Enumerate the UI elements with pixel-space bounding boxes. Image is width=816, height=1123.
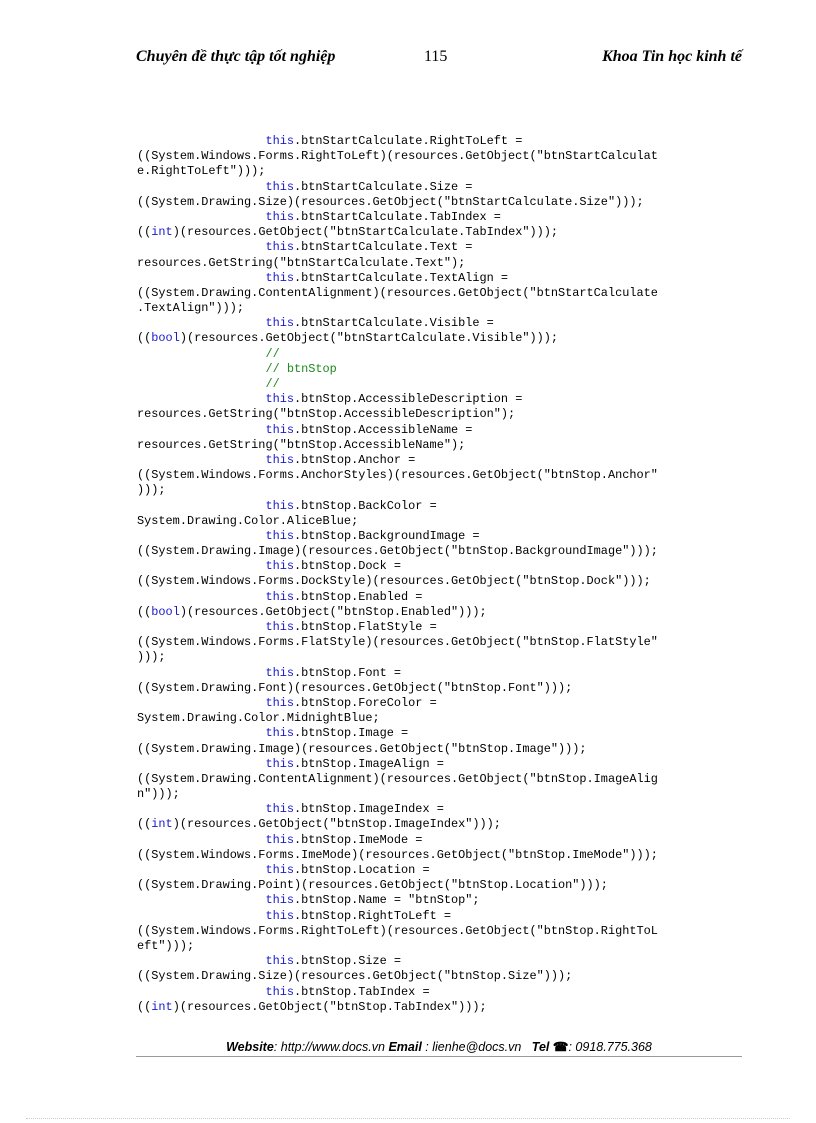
page-header (136, 48, 742, 72)
code-text: (( (137, 331, 152, 346)
code-line (137, 711, 743, 726)
code-line (137, 787, 743, 802)
code-keyword: this (265, 620, 294, 634)
code-line (137, 924, 743, 939)
code-line (137, 316, 743, 331)
code-line (137, 893, 743, 908)
page-footer (136, 1039, 742, 1054)
code-comment: // (265, 377, 280, 391)
code-keyword: this (265, 984, 294, 999)
code-line (137, 483, 743, 498)
code-text: ((System.Drawing.Font)(resources.GetObject("btnStop.Font"))); (137, 680, 573, 695)
code-keyword: this (265, 695, 294, 710)
code-text: System.Drawing.Color.AliceBlue; (137, 513, 359, 528)
code-text (137, 757, 265, 771)
code-line (137, 149, 743, 164)
code-line (137, 848, 743, 863)
code-keyword: this (265, 316, 294, 331)
code-text: ((System.Drawing.ContentAlignment)(resources.GetObject("btnStartCalculate (137, 285, 658, 300)
code-line (137, 271, 743, 286)
code-line (137, 210, 743, 225)
code-line (137, 559, 743, 574)
code-line (137, 1000, 743, 1015)
code-text: e.RightToLeft"))); (137, 164, 266, 179)
code-text (137, 985, 265, 999)
code-line (137, 407, 743, 422)
code-text: ((System.Windows.Forms.RightToLeft)(resources.GetObject("btnStartCalculat (137, 149, 658, 164)
code-keyword: this (265, 452, 294, 467)
code-keyword: this (265, 893, 294, 908)
code-text: .btnStartCalculate.Size = (294, 179, 473, 194)
code-text (137, 392, 265, 406)
code-line (137, 985, 743, 1000)
code-text (137, 954, 265, 968)
code-line (137, 225, 743, 240)
code-line (137, 863, 743, 878)
code-comment: // btnStop (265, 361, 337, 376)
footer-divider (136, 1056, 742, 1057)
code-keyword: this (265, 179, 294, 194)
page-edge-divider (26, 1118, 790, 1119)
code-keyword: this (265, 589, 294, 604)
code-keyword: this (265, 726, 294, 741)
code-line (137, 544, 743, 559)
code-line (137, 635, 743, 650)
footer-email-label: Email (388, 1040, 422, 1054)
code-text (137, 893, 265, 907)
code-text: ))); (137, 650, 166, 665)
code-text: ((System.Windows.Forms.ImeMode)(resources.GetObject("btnStop.ImeMode"))); (137, 847, 658, 862)
code-text: ((System.Drawing.Image)(resources.GetObject("btnStop.BackgroundImage"))); (137, 544, 658, 559)
code-text: (( (137, 817, 152, 832)
footer-website-value: : http://www.docs.vn (273, 1040, 385, 1054)
code-text (137, 696, 265, 710)
code-text: .btnStartCalculate.Visible = (294, 316, 494, 331)
code-text: ((System.Drawing.Image)(resources.GetObject("btnStop.Image"))); (137, 741, 587, 756)
code-keyword: this (265, 270, 294, 285)
code-text (137, 620, 265, 634)
code-keyword: this (265, 528, 294, 543)
code-text (137, 833, 265, 847)
code-text: resources.GetString("btnStop.AccessibleName"); (137, 437, 466, 452)
phone-icon: ☎ (552, 1040, 569, 1054)
code-text (137, 423, 265, 437)
code-line (137, 529, 743, 544)
code-text: .btnStop.BackgroundImage = (294, 528, 480, 543)
code-text (137, 362, 265, 376)
code-text: ((System.Windows.Forms.RightToLeft)(resources.GetObject("btnStop.RightToL (137, 923, 658, 938)
code-line (137, 726, 743, 741)
code-line (137, 650, 743, 665)
code-text (137, 377, 265, 391)
code-text (137, 590, 265, 604)
code-text: .btnStop.Location = (294, 863, 430, 877)
code-line (137, 574, 743, 589)
code-text: .TextAlign"))); (137, 301, 245, 316)
code-line (137, 620, 743, 635)
code-line (137, 514, 743, 529)
code-line (137, 681, 743, 696)
code-line (137, 696, 743, 711)
code-text: .btnStop.ImageAlign = (294, 756, 444, 771)
code-text: ((System.Drawing.ContentAlignment)(resources.GetObject("btnStop.ImageAlig (137, 771, 658, 786)
code-keyword: this (265, 498, 294, 513)
code-line (137, 347, 743, 362)
code-keyword: this (265, 802, 294, 817)
code-text: .btnStop.Image = (294, 726, 409, 741)
code-text (137, 529, 265, 543)
code-text: .btnStop.Dock = (294, 559, 402, 574)
code-line (137, 499, 743, 514)
code-text (137, 909, 265, 923)
code-keyword: this (265, 665, 294, 680)
code-line (137, 969, 743, 984)
code-comment: // (265, 346, 280, 361)
code-text (137, 210, 265, 224)
code-text: .btnStop.Anchor = (294, 452, 416, 467)
code-line (137, 802, 743, 817)
code-line (137, 468, 743, 483)
code-text: n"))); (137, 787, 180, 802)
code-text: System.Drawing.Color.MidnightBlue; (137, 711, 380, 726)
footer-email-value: : lienhe@docs.vn (421, 1040, 522, 1054)
code-line (137, 666, 743, 681)
code-text: ((System.Windows.Forms.AnchorStyles)(resources.GetObject("btnStop.Anchor" (137, 468, 658, 483)
footer-tel-value: : 0918.775.368 (568, 1040, 652, 1054)
code-line (137, 438, 743, 453)
code-text: ((System.Windows.Forms.FlatStyle)(resources.GetObject("btnStop.FlatStyle" (137, 635, 658, 650)
code-keyword: bool (151, 331, 180, 346)
code-text (137, 271, 265, 285)
code-text (137, 559, 265, 573)
code-text: .btnStop.AccessibleName = (294, 422, 473, 437)
code-text: )(resources.GetObject("btnStartCalculate.TabIndex"))); (172, 225, 559, 240)
code-text (137, 666, 265, 680)
code-block (137, 134, 743, 1015)
code-text: .btnStop.ForeColor = (294, 695, 437, 710)
code-keyword: bool (151, 604, 180, 619)
code-text: .btnStop.Enabled = (294, 589, 423, 604)
code-text: .btnStop.RightToLeft = (294, 908, 451, 923)
code-line (137, 240, 743, 255)
code-text: .btnStartCalculate.Text = (294, 240, 473, 255)
code-text: (( (137, 604, 152, 619)
code-keyword: this (265, 756, 294, 771)
header-department: Khoa Tin học kinh tế (602, 48, 742, 65)
code-text (137, 347, 265, 361)
code-line (137, 180, 743, 195)
code-line (137, 590, 743, 605)
code-line (137, 954, 743, 969)
code-text (137, 726, 265, 740)
code-keyword: this (265, 832, 294, 847)
code-text: resources.GetString("btnStop.AccessibleDescription"); (137, 407, 516, 422)
code-text: .btnStop.AccessibleDescription = (294, 392, 523, 407)
code-line (137, 742, 743, 757)
code-text: )(resources.GetObject("btnStop.TabIndex"))); (172, 999, 487, 1014)
code-text (137, 316, 265, 330)
code-text: .btnStartCalculate.TabIndex = (294, 209, 501, 224)
page-number: 115 (424, 48, 448, 65)
code-line (137, 757, 743, 772)
code-text: .btnStop.ImeMode = (294, 832, 423, 847)
code-keyword: this (265, 422, 294, 437)
code-text: .btnStop.BackColor = (294, 498, 437, 513)
code-text: )(resources.GetObject("btnStop.ImageIndex"))); (172, 817, 501, 832)
code-text: .btnStop.Size = (294, 954, 402, 969)
code-text: ))); (137, 483, 166, 498)
code-text: .btnStartCalculate.TextAlign = (294, 270, 509, 285)
code-line (137, 939, 743, 954)
code-line (137, 331, 743, 346)
code-text (137, 134, 265, 148)
code-text (137, 453, 265, 467)
code-line (137, 286, 743, 301)
code-line (137, 772, 743, 787)
code-line (137, 362, 743, 377)
code-line (137, 195, 743, 210)
code-line (137, 256, 743, 271)
code-text: )(resources.GetObject("btnStartCalculate.Visible"))); (179, 331, 559, 346)
code-line (137, 301, 743, 316)
code-keyword: int (151, 225, 173, 240)
code-line (137, 164, 743, 179)
code-text (137, 240, 265, 254)
code-keyword: this (265, 392, 294, 407)
code-keyword: this (265, 240, 294, 255)
footer-website-label: Website (226, 1040, 274, 1054)
code-keyword: this (265, 908, 294, 923)
code-text: )(resources.GetObject("btnStop.Enabled"))); (179, 604, 487, 619)
code-text: ((System.Drawing.Size)(resources.GetObject("btnStop.Size"))); (137, 969, 573, 984)
code-keyword: this (265, 559, 294, 574)
code-keyword: this (265, 134, 294, 148)
code-text (137, 499, 265, 513)
code-text: .btnStartCalculate.RightToLeft = (294, 134, 523, 148)
code-line (137, 817, 743, 832)
header-title: Chuyên đề thực tập tốt nghiệp (136, 48, 336, 65)
code-text: (( (137, 999, 152, 1014)
code-text: .btnStop.Name = "btnStop"; (294, 893, 480, 908)
code-text (137, 180, 265, 194)
code-text: resources.GetString("btnStartCalculate.Text"); (137, 255, 466, 270)
code-text: ((System.Windows.Forms.DockStyle)(resources.GetObject("btnStop.Dock"))); (137, 574, 651, 589)
code-text: ((System.Drawing.Point)(resources.GetObject("btnStop.Location"))); (137, 878, 608, 893)
code-text: (( (137, 225, 152, 240)
code-text: .btnStop.TabIndex = (294, 984, 430, 999)
code-keyword: int (151, 999, 173, 1014)
code-line (137, 392, 743, 407)
code-keyword: this (265, 209, 294, 224)
code-keyword: int (151, 817, 173, 832)
code-text: .btnStop.ImageIndex = (294, 802, 444, 817)
code-line (137, 134, 743, 149)
code-text: ((System.Drawing.Size)(resources.GetObject("btnStartCalculate.Size"))); (137, 194, 644, 209)
code-line (137, 605, 743, 620)
code-line (137, 833, 743, 848)
code-text (137, 802, 265, 816)
code-text: .btnStop.Font = (294, 665, 402, 680)
code-text (137, 863, 265, 877)
code-line (137, 453, 743, 468)
code-line (137, 423, 743, 438)
footer-tel-label: Tel (531, 1040, 550, 1054)
code-keyword: this (265, 863, 294, 877)
code-text: eft"))); (137, 938, 195, 953)
code-keyword: this (265, 954, 294, 969)
code-line (137, 377, 743, 392)
code-line (137, 909, 743, 924)
code-line (137, 878, 743, 893)
code-text: .btnStop.FlatStyle = (294, 620, 437, 634)
